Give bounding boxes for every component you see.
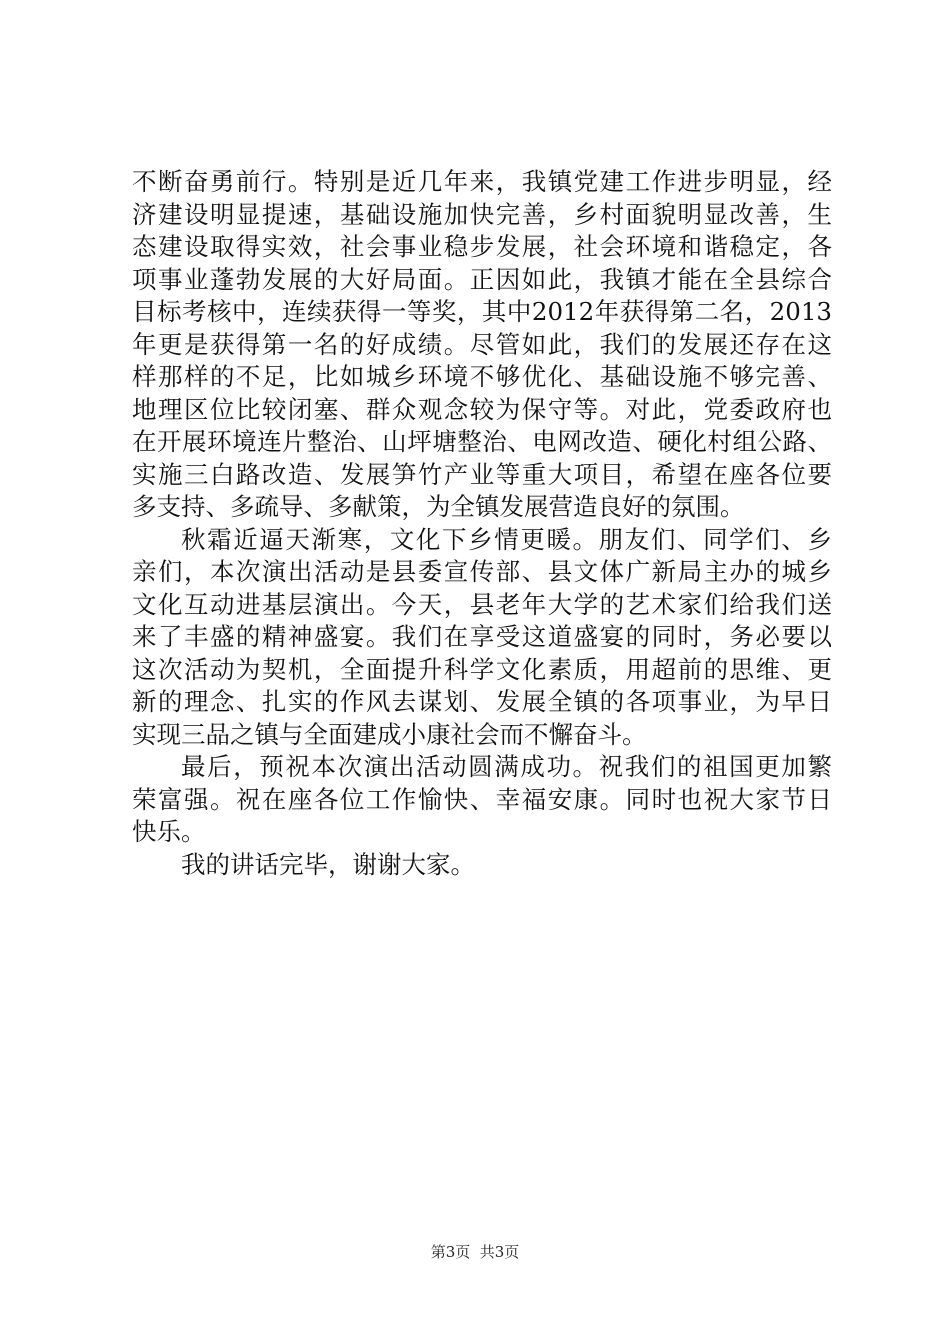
text-line: 济建设明显提速，基础设施加快完善，乡村面貌明显改善，生 <box>132 199 832 229</box>
text-line: 快乐。 <box>132 817 206 846</box>
text-line: 项事业蓬勃发展的大好局面。正因如此，我镇才能在全县综合 <box>132 264 832 294</box>
text-line: 文化互动进基层演出。今天，县老年大学的艺术家们给我们送 <box>132 589 832 619</box>
text-line: 新的理念、扎实的作风去谋划、发展全镇的各项事业，为早日 <box>132 687 832 716</box>
text-line: 在开展环境连片整治、山坪塘整治、电网改造、硬化村组公路、 <box>132 427 832 456</box>
page-number: 第3页 共3页 <box>430 1243 520 1261</box>
text-line: 多支持、多疏导、多献策，为全镇发展营造良好的氛围。 <box>132 492 745 521</box>
text-line: 实施三白路改造、发展笋竹产业等重大项目，希望在座各位要 <box>132 459 832 489</box>
text-line: 态建设取得实效，社会事业稳步发展，社会环境和谐稳定，各 <box>132 232 832 261</box>
text-line: 年更是获得第一名的好成绩。尽管如此，我们的发展还存在这 <box>132 329 832 359</box>
paragraph-start-line: 秋霜近逼天渐寒，文化下乡情更暖。朋友们、同学们、乡 <box>181 524 832 554</box>
text-line: 样那样的不足，比如城乡环境不够优化、基础设施不够完善、 <box>132 362 832 391</box>
paragraph-start-line: 我的讲话完毕，谢谢大家。 <box>181 849 475 879</box>
text-line: 不断奋勇前行。特别是近几年来，我镇党建工作进步明显，经 <box>132 167 832 196</box>
text-line: 亲们，本次演出活动是县委宣传部、县文体广新局主办的城乡 <box>132 557 832 586</box>
text-line: 地理区位比较闭塞、群众观念较为保守等。对此，党委政府也 <box>132 394 832 424</box>
text-line: 目标考核中，连续获得一等奖，其中2012年获得第二名，2013 <box>132 297 832 326</box>
body-text <box>132 166 832 881</box>
page-footer <box>0 1242 950 1262</box>
text-line: 这次活动为契机，全面提升科学文化素质，用超前的思维、更 <box>132 654 832 684</box>
text-line: 荣富强。祝在座各位工作愉快、幸福安康。同时也祝大家节日 <box>132 784 832 814</box>
text-line: 来了丰盛的精神盛宴。我们在享受这道盛宴的同时，务必要以 <box>132 622 832 651</box>
text-line: 实现三品之镇与全面建成小康社会而不懈奋斗。 <box>132 719 647 749</box>
paragraph-start-line: 最后，预祝本次演出活动圆满成功。祝我们的祖国更加繁 <box>181 752 832 781</box>
